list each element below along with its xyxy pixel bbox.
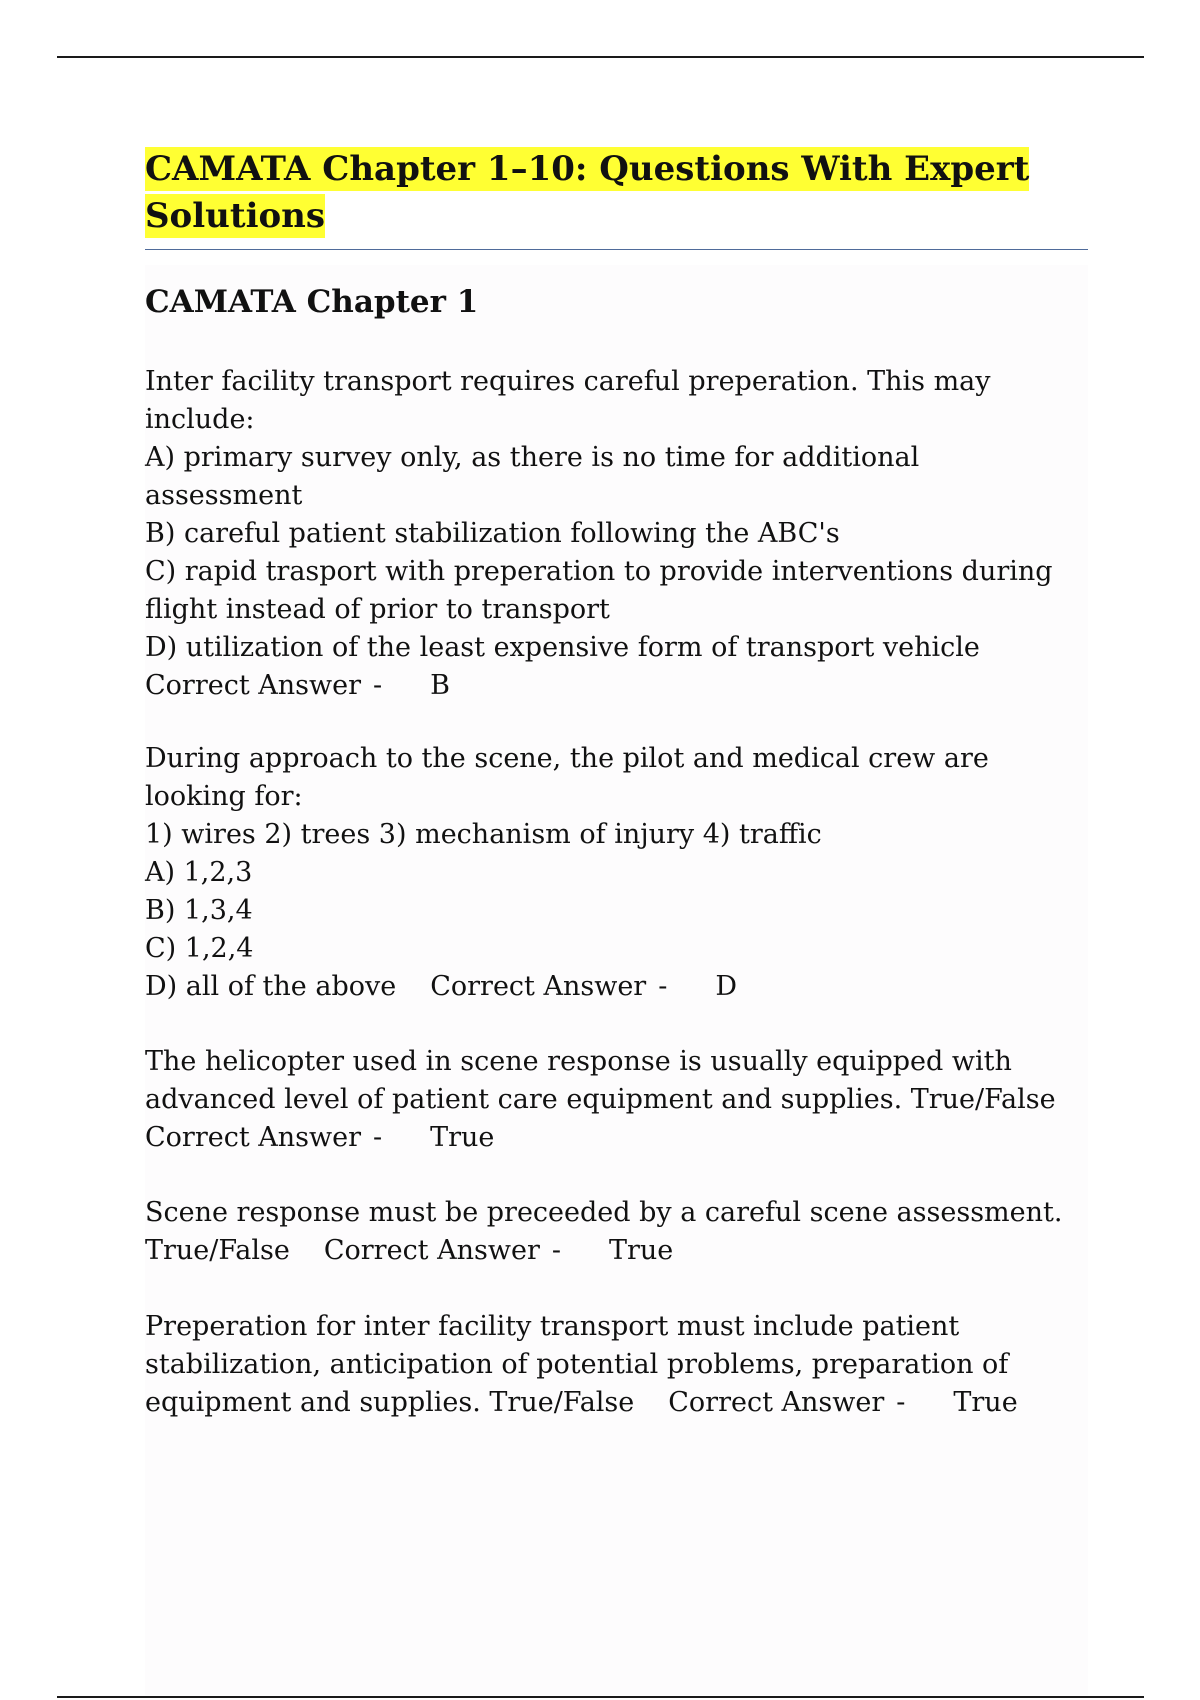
correct-answer-label: Correct Answer [668,1387,885,1418]
question-text-line: stabilization, anticipation of potential problems, preparation of [145,1349,1009,1380]
answer-line [145,667,1085,705]
title-line-1: CAMATA Chapter 1–10: Questions With Expert [145,149,1030,189]
question-text-line: Scene response must be preceeded by a careful scene assessment. [145,1197,1063,1228]
answer-line [145,1384,1085,1422]
question-text-line: include: [145,404,255,435]
question-option: D) utilization of the least expensive form of transport vehicle [145,632,980,663]
question-text-line: Inter facility transport requires careful preperation. This may [145,366,991,397]
answer-dash: - [373,1122,383,1153]
question-option: assessment [145,480,303,511]
question-option: C) rapid trasport with preperation to provide interventions during [145,556,1053,587]
question-option: B) careful patient stabilization following the ABC's [145,518,840,549]
question-option: C) 1,2,4 [145,933,254,964]
question-option: D) all of the above [145,971,397,1002]
page-top-rule [57,56,1144,58]
question-block-4 [145,1194,1085,1270]
page-bottom-rule [57,1696,1144,1698]
answer-dash: - [551,1235,561,1266]
question-block-5 [145,1308,1085,1422]
question-block-3 [145,1043,1085,1157]
answer-value: True [953,1387,1018,1418]
answer-line [145,1119,1085,1157]
question-text-line: equipment and supplies. True/False [145,1387,635,1418]
correct-answer-label: Correct Answer [145,1122,361,1153]
question-text-line: Preperation for inter facility transport must include patient [145,1311,960,1342]
answer-value: D [715,971,737,1002]
answer-value: True [430,1122,495,1153]
question-text-line: During approach to the scene, the pilot and medical crew are [145,743,989,774]
answer-dash: - [896,1387,906,1418]
answer-value: True [608,1235,674,1266]
document-title [145,146,1088,240]
question-option: B) 1,3,4 [145,895,253,926]
answer-value: B [430,670,450,701]
correct-answer-label: Correct Answer [430,971,647,1002]
question-option: A) primary survey only, as there is no time for additional [145,442,920,473]
answer-dash: - [658,971,668,1002]
question-text-line: The helicopter used in scene response is usually equipped with [145,1046,1012,1077]
correct-answer-label: Correct Answer [323,1235,540,1266]
question-text-line: looking for: [145,781,303,812]
answer-line [145,968,1085,1006]
correct-answer-label: Correct Answer [145,670,361,701]
title-underline [145,249,1088,250]
question-block-1 [145,363,1085,705]
question-text-line: True/False [145,1235,290,1266]
question-text-line: advanced level of patient care equipment and supplies. True/False [145,1084,1056,1115]
question-text-line: 1) wires 2) trees 3) mechanism of injury 4) traffic [145,819,822,850]
title-line-2: Solutions [145,196,326,236]
question-option: A) 1,2,3 [145,857,253,888]
question-block-2 [145,740,1085,1006]
answer-dash: - [373,670,383,701]
chapter-heading: CAMATA Chapter 1 [145,284,479,320]
answer-line [145,1232,1085,1270]
question-option: flight instead of prior to transport [145,594,610,625]
